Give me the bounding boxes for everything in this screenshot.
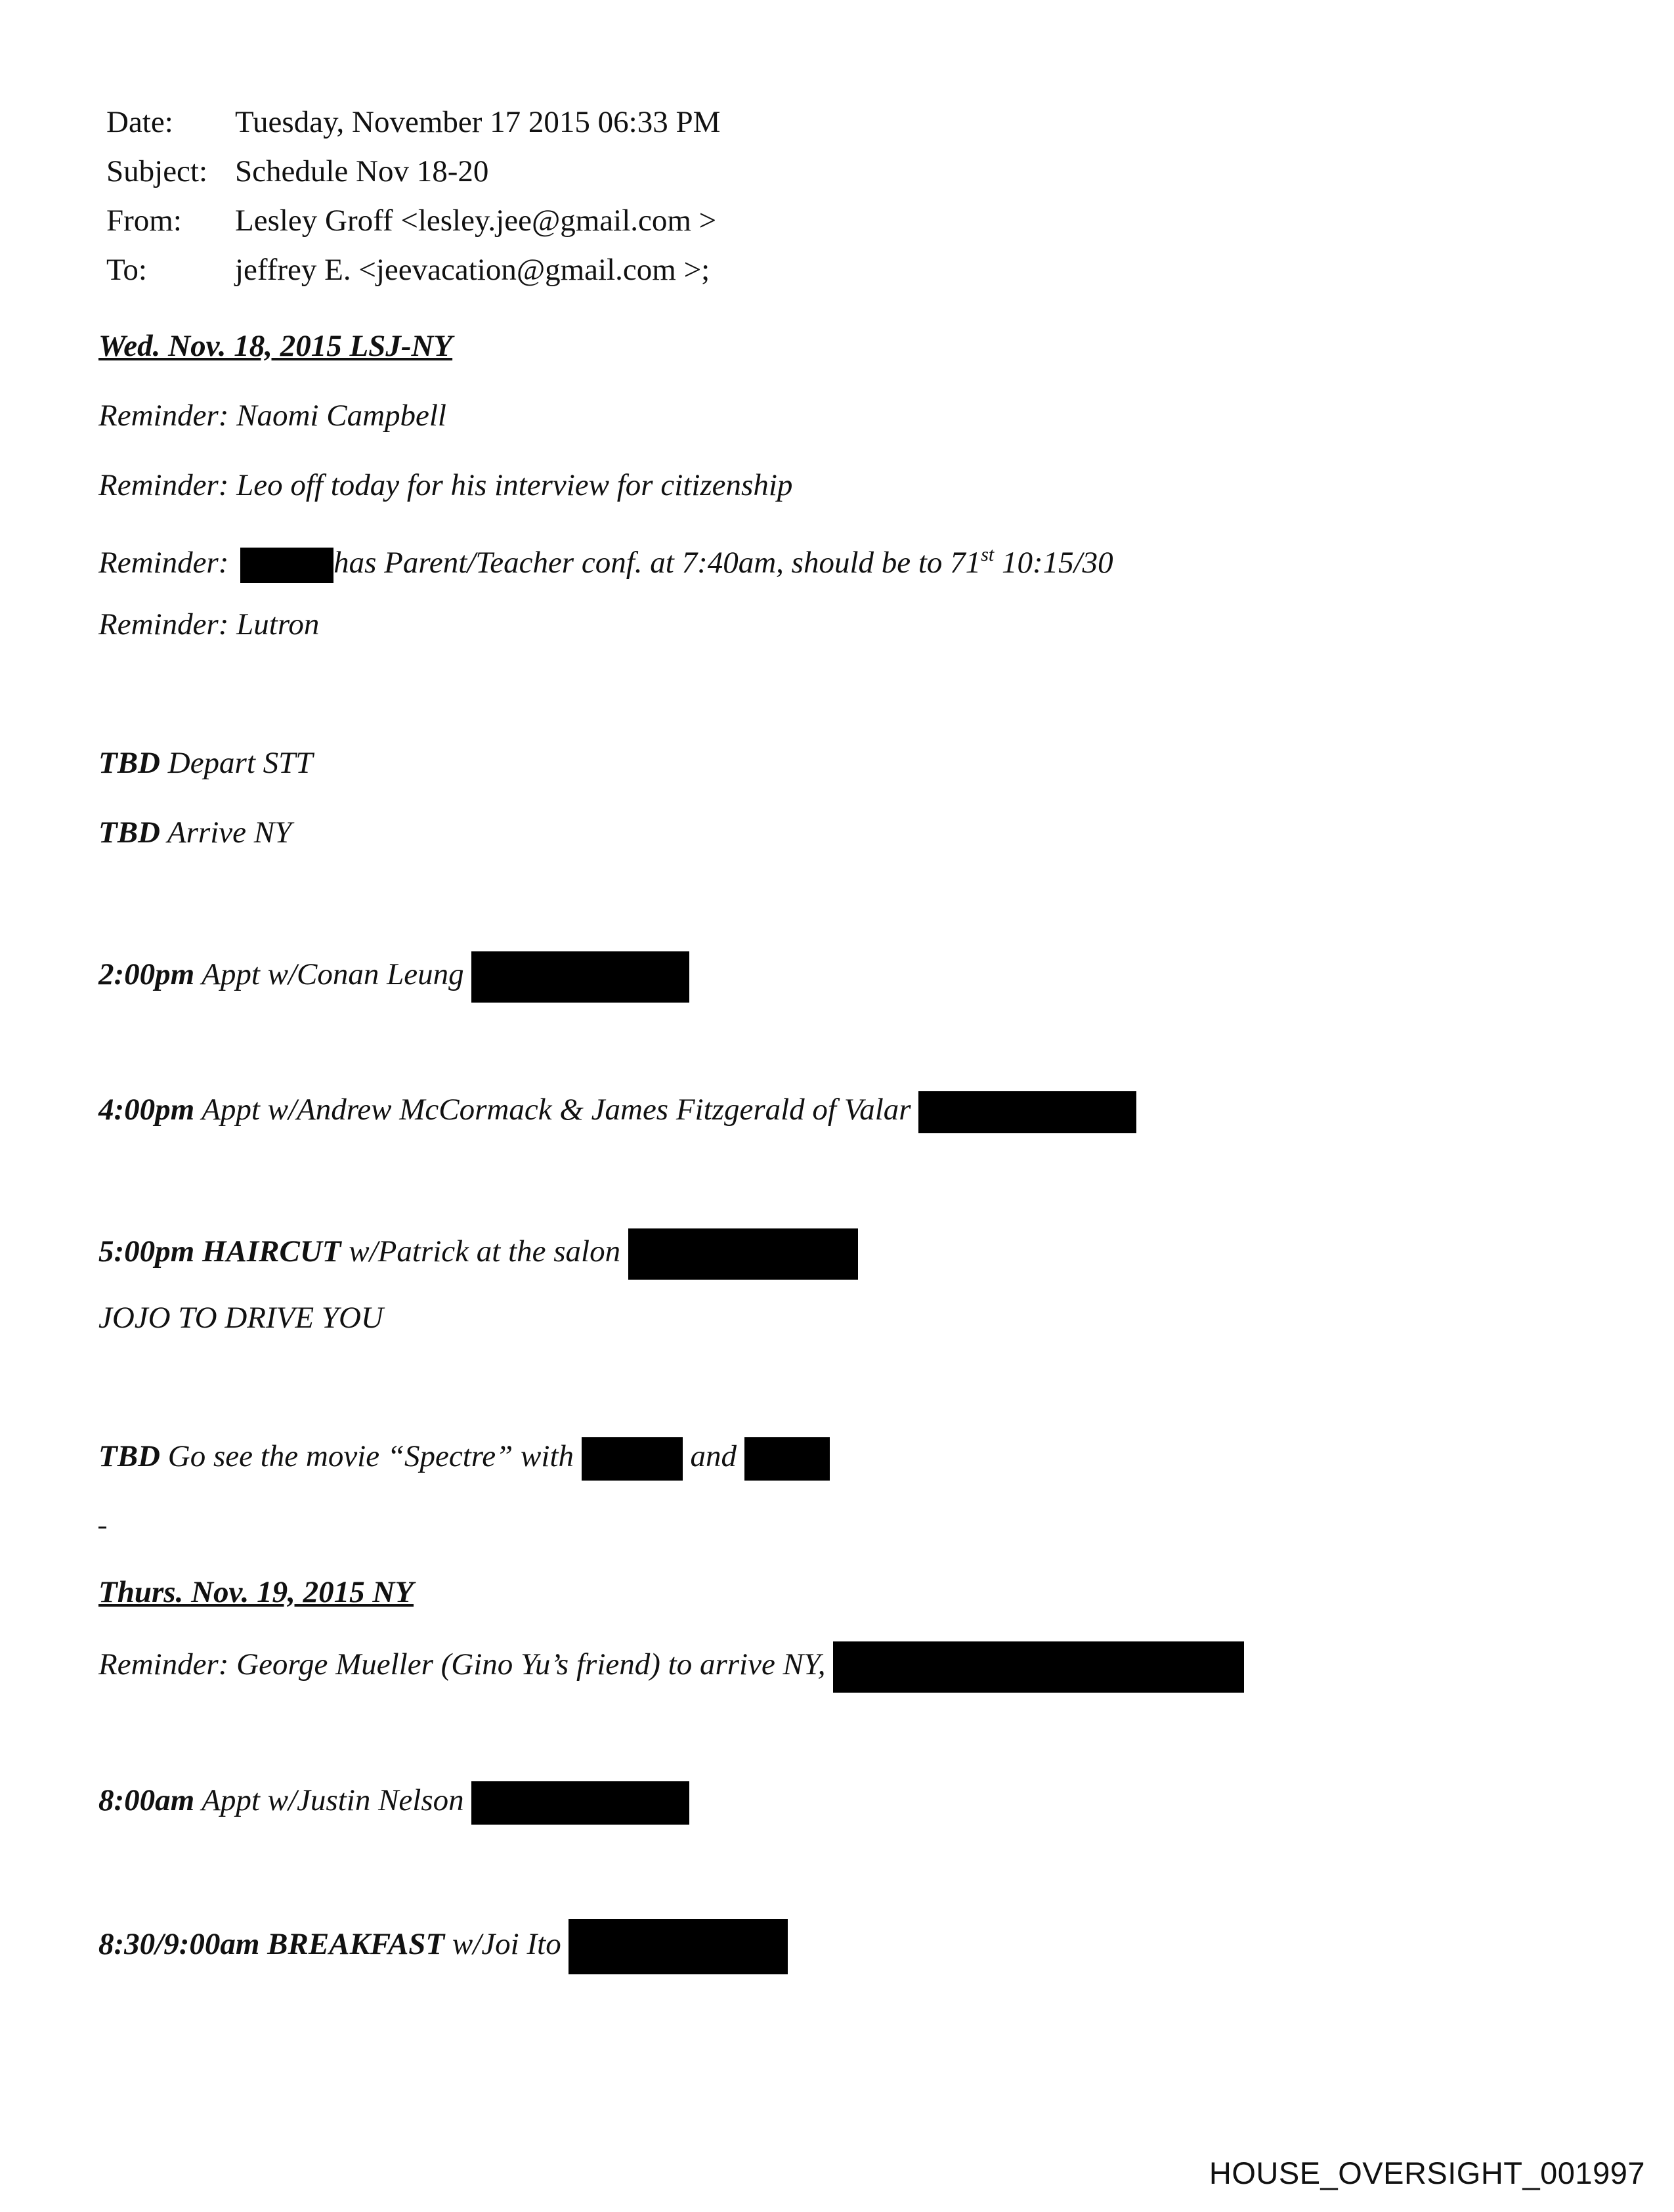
thurs-section-title-row	[98, 1572, 414, 1612]
reminder-text: has Parent/Teacher conf. at 7:40am, should be to 71	[333, 546, 981, 580]
redaction-block	[628, 1228, 858, 1280]
reminder-text: George Mueller (Gino Yu’s friend) to arrive NY,	[236, 1647, 826, 1681]
reminder-text: Lutron	[236, 607, 320, 641]
wed-tbd-arrive	[98, 813, 291, 852]
schedule-time: TBD	[98, 815, 160, 850]
schedule-time: TBD	[98, 746, 160, 780]
schedule-text: w/Joi Ito	[452, 1926, 561, 1961]
wed-section-title: Wed. Nov. 18, 2015 LSJ-NY	[98, 329, 453, 363]
schedule-time: 4:00pm	[98, 1093, 195, 1127]
reminder-label: Reminder:	[98, 607, 229, 641]
wed-appt-3	[98, 1228, 858, 1280]
reminder-text: Leo off today for his interview for citizenship	[236, 468, 793, 502]
from-label: From:	[106, 204, 182, 238]
date-value: Tuesday, November 17 2015 06:33 PM	[235, 105, 721, 139]
wed-reminder-1	[98, 396, 446, 435]
wed-section-title-row	[98, 326, 452, 366]
schedule-text: Appt w/Conan Leung	[202, 957, 464, 991]
wed-tbd-depart	[98, 743, 312, 783]
thurs-appt-1	[98, 1781, 689, 1825]
redaction-block	[744, 1437, 830, 1481]
redaction-block	[582, 1437, 683, 1481]
thurs-reminder-1	[98, 1641, 1244, 1693]
schedule-time: 8:00am	[98, 1783, 195, 1817]
bates-number: HOUSE_OVERSIGHT_001997	[1209, 2156, 1645, 2190]
redaction-block	[240, 548, 333, 583]
schedule-time: TBD	[98, 1439, 160, 1473]
schedule-text: w/Patrick at the salon	[349, 1234, 621, 1269]
schedule-time: 5:00pm HAIRCUT	[98, 1234, 341, 1269]
to-label: To:	[106, 253, 147, 287]
reminder-label: Reminder:	[98, 546, 229, 580]
schedule-text: Depart STT	[167, 746, 313, 780]
schedule-time: 2:00pm	[98, 957, 195, 991]
subject-label: Subject:	[106, 154, 208, 188]
reminder-label: Reminder:	[98, 399, 229, 433]
schedule-text-and: and	[690, 1439, 737, 1473]
wed-movie	[98, 1437, 830, 1481]
thurs-appt-2	[98, 1919, 788, 1974]
redaction-block	[833, 1641, 1244, 1693]
schedule-text: Appt w/Andrew McCormack & James Fitzgerald of Valar	[202, 1093, 911, 1127]
date-label: Date:	[106, 105, 173, 139]
schedule-note: JOJO TO DRIVE YOU	[98, 1301, 383, 1335]
wed-reminder-4	[98, 605, 319, 644]
wed-appt-1	[98, 951, 689, 1003]
wed-appt-3-note	[98, 1298, 383, 1337]
to-value: jeffrey E. <jeevacation@gmail.com >;	[235, 253, 710, 287]
schedule-text: Arrive NY	[167, 815, 292, 850]
wed-reminder-2	[98, 466, 792, 505]
reminder-text-end: 10:15/30	[994, 546, 1113, 580]
wed-reminder-3	[98, 535, 1113, 583]
wed-appt-2	[98, 1090, 1136, 1133]
redaction-block	[471, 951, 689, 1003]
reminder-label: Reminder:	[98, 468, 229, 502]
redaction-block	[569, 1919, 788, 1974]
from-value: Lesley Groff <lesley.jee@gmail.com >	[235, 204, 717, 238]
redaction-block	[918, 1091, 1136, 1133]
reminder-text: Naomi Campbell	[236, 399, 446, 433]
schedule-text: Go see the movie “Spectre” with	[167, 1439, 574, 1473]
thurs-section-title: Thurs. Nov. 19, 2015 NY	[98, 1575, 414, 1609]
subject-value: Schedule Nov 18-20	[235, 154, 489, 188]
reminder-label: Reminder:	[98, 1647, 229, 1681]
redaction-block	[471, 1781, 689, 1825]
reminder-superscript: st	[981, 544, 995, 565]
separator-dash	[98, 1527, 106, 1529]
schedule-time: 8:30/9:00am BREAKFAST	[98, 1926, 445, 1961]
schedule-text: Appt w/Justin Nelson	[202, 1783, 464, 1817]
